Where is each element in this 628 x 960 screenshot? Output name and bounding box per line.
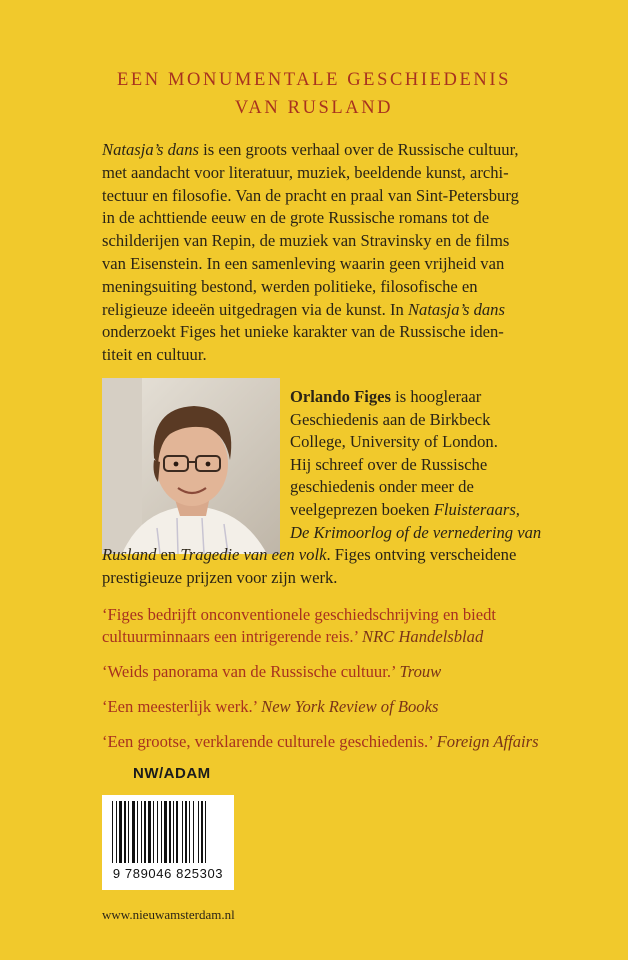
barcode-bar — [169, 801, 171, 863]
barcode-bar — [112, 801, 113, 863]
intro-text: religieuze ideeën uitgedragen via de kunst. In — [102, 299, 408, 319]
review-quote — [102, 696, 572, 718]
barcode-bar — [182, 801, 183, 863]
barcode-bar — [132, 801, 135, 863]
quote-text: ‘Een meesterlijk werk.’ — [102, 697, 257, 716]
bio-text: en — [156, 545, 181, 564]
book-title: Fluisteraars, — [433, 499, 520, 519]
barcode-bars — [102, 795, 234, 867]
barcode-bar — [201, 801, 203, 863]
quote-source: Trouw — [399, 662, 442, 681]
barcode-bar — [193, 801, 194, 863]
barcode-bar — [198, 801, 199, 863]
barcode-bar — [157, 801, 158, 863]
quote-text: ‘Een grootse, verklarende culturele geschiedenis.’ — [102, 732, 433, 751]
back-cover-heading — [0, 66, 628, 122]
barcode-bar — [141, 801, 142, 863]
intro-text: met aandacht voor literatuur, muziek, beeldende kunst, archi- — [102, 162, 509, 182]
intro-text: in de achttiende eeuw en de grote Russische romans tot de — [102, 208, 490, 228]
barcode-bar — [161, 801, 162, 863]
quote-text: cultuurminnaars een intrigerende reis.’ — [102, 627, 358, 646]
heading-line-1: EEN MONUMENTALE GESCHIEDENIS — [116, 70, 511, 90]
review-quote — [102, 661, 572, 683]
barcode-bar — [176, 801, 178, 863]
quote-source: New York Review of Books — [261, 697, 439, 716]
barcode-bar — [185, 801, 187, 863]
author-bio — [290, 386, 550, 544]
intro-text: titeit en cultuur. — [102, 345, 207, 365]
bio-text: prestigieuze prijzen voor zijn werk. — [102, 567, 338, 587]
bio-text: geschiedenis onder meer de — [290, 477, 474, 497]
book-title: Natasja’s dans — [102, 140, 199, 159]
intro-text: is een groots verhaal over de Russische cultuur, — [198, 140, 519, 159]
intro-text: schilderijen van Repin, de muziek van Stravinsky en de films — [102, 231, 510, 251]
barcode-bar — [128, 801, 129, 863]
heading-line-2: VAN RUSLAND — [234, 98, 394, 118]
intro-text: van Eisenstein. In een samenleving waarin geen vrijheid van — [102, 253, 505, 273]
intro-text: tectuur en filosofie. Van de pracht en praal van Sint-Petersburg — [102, 185, 519, 205]
book-title: Rusland — [102, 545, 157, 564]
quote-source: NRC Handelsblad — [362, 627, 484, 646]
bio-text: . Figes ontving verscheidene — [326, 545, 517, 564]
quote-text: ‘Weids panorama van de Russische cultuur.’ — [102, 662, 396, 681]
bio-text: Hij schreef over de Russische — [290, 454, 488, 474]
barcode-bar — [148, 801, 151, 863]
review-quote — [102, 731, 572, 753]
book-title: Natasja’s dans — [407, 299, 505, 319]
intro-text: onderzoekt Figes het unieke karakter van de Russische iden- — [102, 322, 504, 342]
barcode-bar — [137, 801, 138, 863]
publisher-logo: NW/ADAM — [133, 765, 211, 782]
barcode-bar — [173, 801, 174, 863]
publisher-website: www.nieuwamsterdam.nl — [102, 907, 235, 922]
isbn-barcode — [102, 795, 234, 890]
intro-paragraph — [102, 139, 542, 367]
bio-text: College, University of London. — [290, 432, 498, 452]
barcode-bar — [116, 801, 117, 863]
review-quote — [102, 604, 572, 648]
barcode-bar — [164, 801, 167, 863]
barcode-bar — [119, 801, 122, 863]
barcode-number: 9 789046 825303 — [112, 866, 224, 881]
quote-text: ‘Figes bedrijft onconventionele geschiedschrijving en biedt — [102, 605, 496, 624]
book-title: Tragedie van een volk — [180, 545, 327, 564]
barcode-bar — [205, 801, 206, 863]
bio-text: Geschiedenis aan de Birkbeck — [290, 409, 491, 429]
intro-text: meningsuiting bestond, werden politieke, filosofische en — [102, 276, 478, 296]
author-name: Orlando Figes — [290, 387, 391, 406]
quote-source: Foreign Affairs — [436, 732, 539, 751]
barcode-bar — [189, 801, 190, 863]
bio-text: is hoogleraar — [390, 387, 482, 406]
author-photo — [102, 378, 280, 554]
author-bio-continued — [102, 544, 562, 589]
review-quotes — [102, 604, 572, 766]
barcode-bar — [124, 801, 126, 863]
barcode-bar — [144, 801, 146, 863]
bio-text: veelgeprezen boeken — [290, 499, 434, 519]
book-title: De Krimoorlog of de vernedering van — [290, 522, 542, 542]
barcode-bar — [153, 801, 154, 863]
